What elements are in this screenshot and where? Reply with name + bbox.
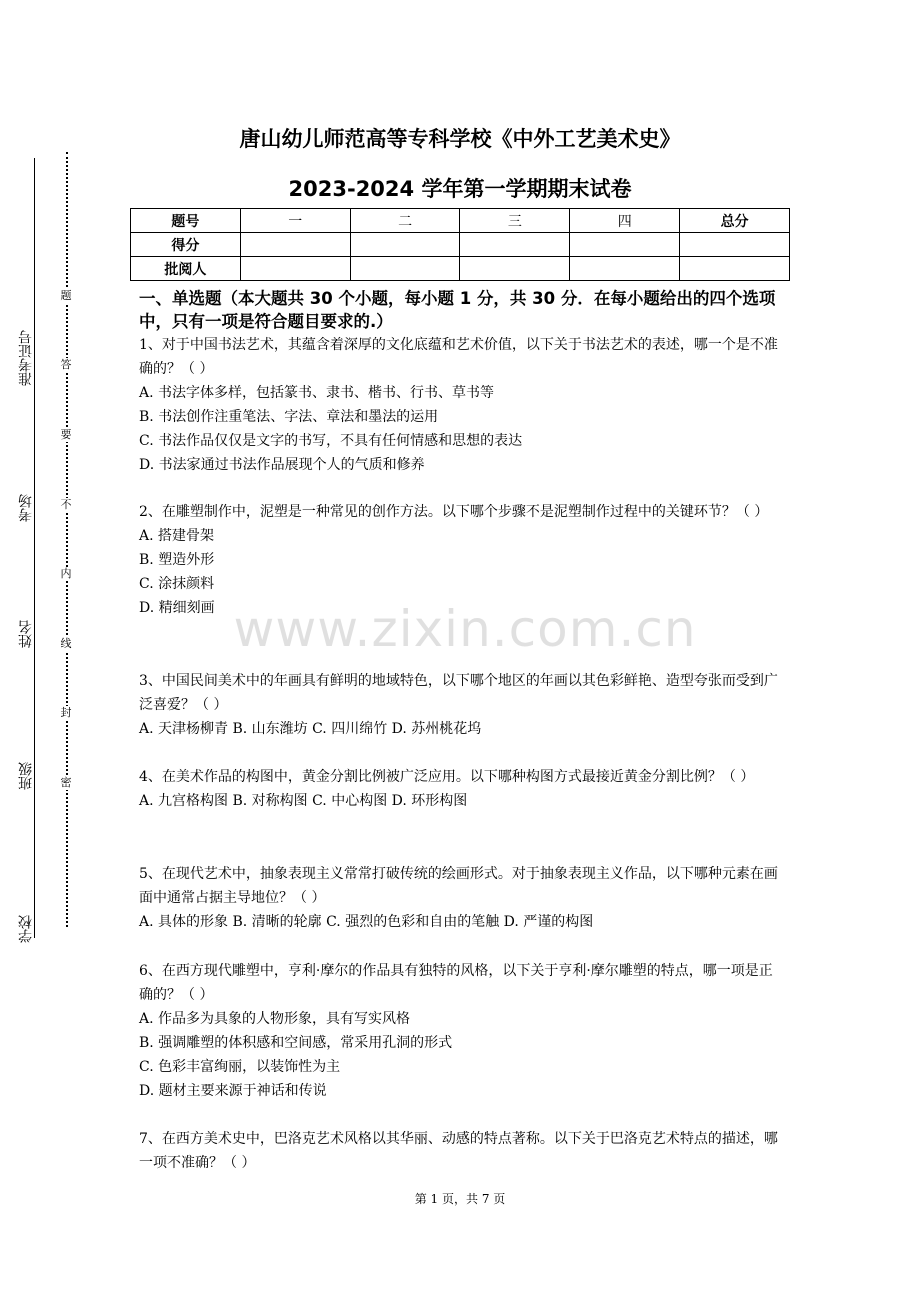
question-option: D. 题材主要来源于神话和传说 bbox=[139, 1083, 327, 1099]
exam-title-line1: 唐山幼儿师范高等专科学校《中外工艺美术史》 bbox=[239, 127, 681, 151]
watermark: www.zixin.com.cn bbox=[233, 600, 697, 658]
question-option: C. 书法作品仅仅是文字的书写，不具有任何情感和思想的表达 bbox=[139, 433, 523, 449]
question-stem: 6、在西方现代雕塑中，亨利·摩尔的作品具有独特的风格，以下关于亨利·摩尔雕塑的特点，哪一项是正确的？（ ） bbox=[139, 963, 773, 1003]
name-label: 姓名 bbox=[18, 620, 34, 648]
exam-room-label: 考场 bbox=[18, 494, 34, 522]
seal-char: 内 bbox=[60, 567, 72, 580]
question-option: A. 搭建骨架 bbox=[139, 528, 215, 544]
question-stem: 4、在美术作品的构图中，黄金分割比例被广泛应用。以下哪种构图方式最接近黄金分割比例？（ ） bbox=[139, 769, 755, 785]
score-table bbox=[130, 208, 790, 281]
score-cell bbox=[350, 233, 460, 257]
seal-char: 密 bbox=[60, 776, 72, 789]
school-label: 学校 bbox=[18, 915, 34, 943]
score-cell bbox=[240, 257, 350, 281]
seal-char: 题 bbox=[60, 289, 72, 302]
score-header-cell: 四 bbox=[570, 209, 680, 233]
question-4 bbox=[139, 765, 784, 813]
question-option: C. 色彩丰富绚丽，以装饰性为主 bbox=[139, 1059, 341, 1075]
question-option: C. 涂抹颜料 bbox=[139, 576, 215, 592]
score-header-cell: 题号 bbox=[131, 209, 241, 233]
question-1 bbox=[139, 333, 784, 477]
question-5 bbox=[139, 862, 784, 934]
question-stem: 5、在现代艺术中，抽象表现主义常常打破传统的绘画形式。对于抽象表现主义作品，以下哪种元素在画面中通常占据主导地位？（ ） bbox=[139, 866, 778, 906]
seal-char: 不 bbox=[60, 498, 72, 511]
score-table-row bbox=[131, 233, 790, 257]
score-cell bbox=[570, 257, 680, 281]
score-cell bbox=[460, 257, 570, 281]
question-stem: 7、在西方美术史中，巴洛克艺术风格以其华丽、动感的特点著称。以下关于巴洛克艺术特点的描述，哪一项不准确？（ ） bbox=[139, 1131, 778, 1171]
question-stem: 2、在雕塑制作中，泥塑是一种常见的创作方法。以下哪个步骤不是泥塑制作过程中的关键环节？（ ） bbox=[139, 504, 769, 520]
score-header-cell: 总分 bbox=[680, 209, 790, 233]
exam-title-line2: 2023-2024 学年第一学期期末试卷 bbox=[288, 177, 632, 201]
score-table-header-row bbox=[131, 209, 790, 233]
page-footer: 第 1 页，共 7 页 bbox=[414, 1192, 506, 1206]
section-heading: 一、单选题（本大题共 30 个小题，每小题 1 分，共 30 分．在每小题给出的四个选项中，只有一项是符合题目要求的.） bbox=[139, 289, 776, 331]
question-3 bbox=[139, 669, 784, 741]
question-option: D. 书法家通过书法作品展现个人的气质和修养 bbox=[139, 457, 425, 473]
question-stem: 3、中国民间美术中的年画具有鲜明的地域特色，以下哪个地区的年画以其色彩鲜艳、造型夸张而受到广泛喜爱？（ ） bbox=[139, 673, 778, 713]
score-cell bbox=[240, 233, 350, 257]
exam-number-label: 准考证号 bbox=[18, 330, 34, 386]
question-option: A. 书法字体多样，包括篆书、隶书、楷书、行书、草书等 bbox=[139, 385, 495, 401]
question-option: A. 具体的形象 B. 清晰的轮廓 C. 强烈的色彩和自由的笔触 D. 严谨的构图 bbox=[139, 914, 594, 930]
score-cell bbox=[570, 233, 680, 257]
question-option: B. 书法创作注重笔法、字法、章法和墨法的运用 bbox=[139, 409, 439, 425]
question-option: A. 天津杨柳青 B. 山东潍坊 C. 四川绵竹 D. 苏州桃花坞 bbox=[139, 721, 482, 737]
score-cell bbox=[680, 257, 790, 281]
score-header-cell: 一 bbox=[240, 209, 350, 233]
seal-dotted-line bbox=[66, 152, 68, 927]
question-7 bbox=[139, 1127, 784, 1175]
score-table-row bbox=[131, 257, 790, 281]
question-6 bbox=[139, 959, 784, 1103]
score-header-cell: 三 bbox=[460, 209, 570, 233]
seal-char: 要 bbox=[60, 428, 72, 441]
score-row-label: 批阅人 bbox=[131, 257, 241, 281]
score-header-cell: 二 bbox=[350, 209, 460, 233]
question-stem: 1、对于中国书法艺术，其蕴含着深厚的文化底蕴和艺术价值，以下关于书法艺术的表述，哪一个是不准确的？（ ） bbox=[139, 337, 778, 377]
binding-line bbox=[34, 158, 35, 938]
question-option: A. 作品多为具象的人物形象，具有写实风格 bbox=[139, 1011, 411, 1027]
seal-char: 答 bbox=[60, 358, 72, 371]
score-cell bbox=[680, 233, 790, 257]
question-option: B. 塑造外形 bbox=[139, 552, 215, 568]
class-label: 班级 bbox=[18, 762, 34, 790]
score-cell bbox=[460, 233, 570, 257]
score-cell bbox=[350, 257, 460, 281]
seal-char: 线 bbox=[60, 637, 72, 650]
question-option: B. 强调雕塑的体积感和空间感，常采用孔洞的形式 bbox=[139, 1035, 453, 1051]
question-option: D. 精细刻画 bbox=[139, 600, 215, 616]
seal-char: 封 bbox=[60, 706, 72, 719]
score-row-label: 得分 bbox=[131, 233, 241, 257]
question-option: A. 九宫格构图 B. 对称构图 C. 中心构图 D. 环形构图 bbox=[139, 793, 468, 809]
